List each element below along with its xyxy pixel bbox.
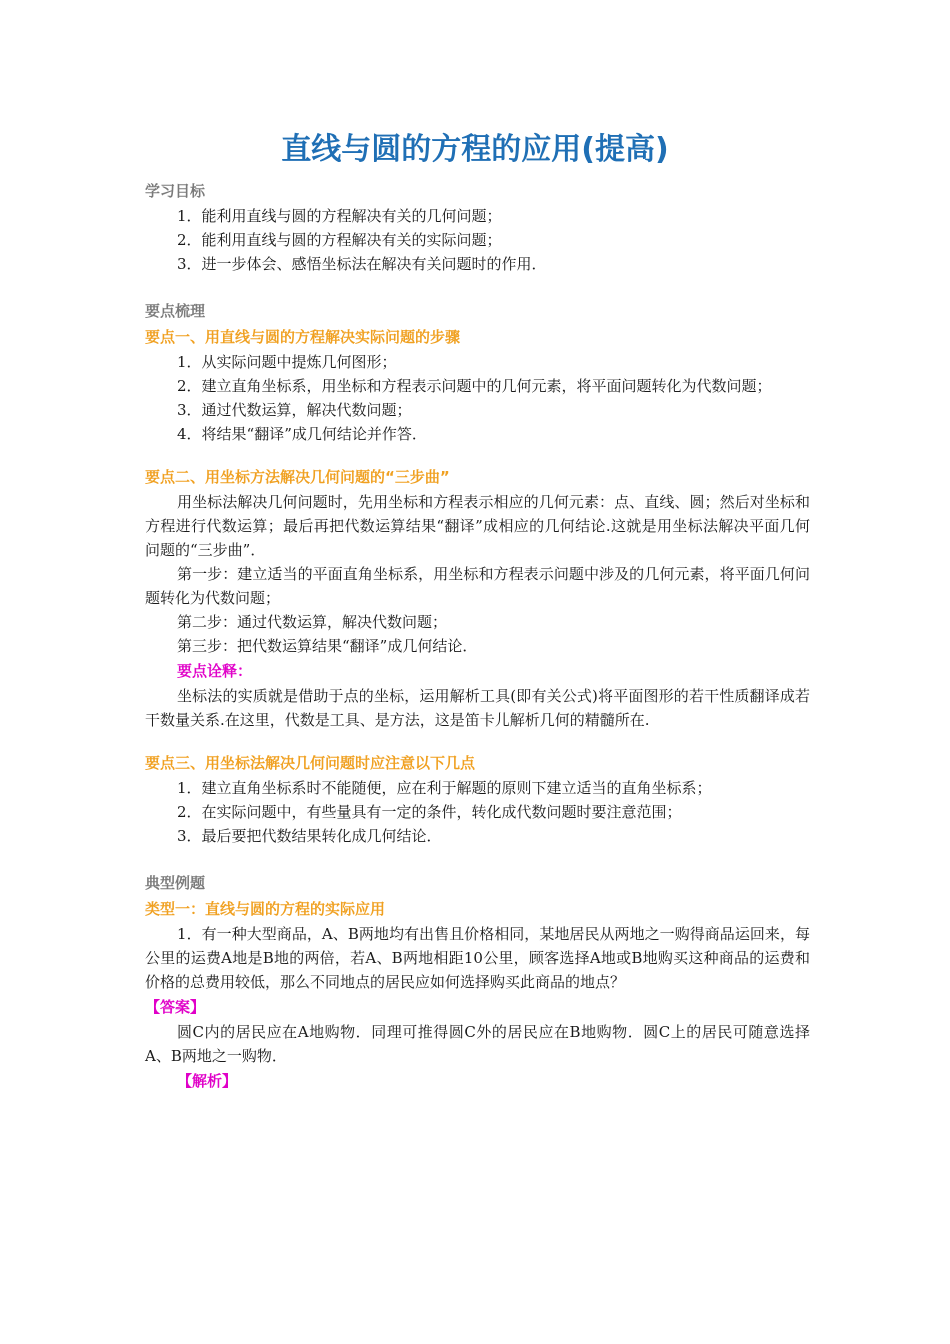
example-type-1-heading: 类型一：直线与圆的方程的实际应用	[145, 900, 386, 918]
analysis-label: 【解析】	[177, 1072, 238, 1090]
key-point-1-item: 1．从实际问题中提炼几何图形；	[177, 353, 397, 371]
example-question: 1．有一种大型商品，A、B两地均有出售且价格相同，某地居民从两地之一购得商品运回来，每公里的运费A地是B地的两倍，若A、B两地相距10公里，顾客选择A地或B地购买这种商品的运费和价格的总费用较低，那么不同地点的居民应如何选择购买此商品的地点？	[145, 925, 810, 991]
page-title: 直线与圆的方程的应用(提高)	[281, 132, 669, 167]
answer-label: 【答案】	[145, 998, 206, 1016]
key-point-2-note-label: 要点诠释：	[177, 662, 253, 680]
key-point-1-item: 4．将结果“翻译”成几何结论并作答．	[177, 425, 427, 443]
key-point-1-item: 2．建立直角坐标系，用坐标和方程表示问题中的几何元素，将平面问题转化为代数问题；	[177, 377, 772, 395]
key-point-2-paragraph: 第一步：建立适当的平面直角坐标系，用坐标和方程表示问题中涉及的几何元素，将平面几何问题转化为代数问题；	[145, 565, 810, 607]
key-point-2-paragraph: 用坐标法解决几何问题时，先用坐标和方程表示相应的几何元素：点、直线、圆；然后对坐标和方程进行代数运算；最后再把代数运算结果“翻译”成相应的几何结论.这就是用坐标法解决平面几何问题的“三步曲”．	[145, 493, 810, 559]
answer-text: 圆C内的居民应在A地购物．同理可推得圆C外的居民应在B地购物．圆C上的居民可随意选择A、B两地之一购物．	[145, 1023, 810, 1065]
key-point-3-item: 1．建立直角坐标系时不能随便，应在利于解题的原则下建立适当的直角坐标系；	[177, 779, 712, 797]
key-point-2-note-text: 坐标法的实质就是借助于点的坐标，运用解析工具(即有关公式)将平面图形的若干性质翻译成若干数量关系.在这里，代数是工具、是方法，这是笛卡儿解析几何的精髓所在.	[145, 687, 810, 729]
section-heading-objectives: 学习目标	[145, 182, 206, 200]
key-point-1-item: 3．通过代数运算，解决代数问题；	[177, 401, 412, 419]
key-point-3-item: 2．在实际问题中，有些量具有一定的条件，转化成代数问题时要注意范围；	[177, 803, 682, 821]
key-point-1-heading: 要点一、用直线与圆的方程解决实际问题的步骤	[145, 328, 461, 346]
key-point-2-heading: 要点二、用坐标方法解决几何问题的“三步曲”	[145, 468, 450, 486]
key-point-2-paragraph: 第三步：把代数运算结果“翻译”成几何结论．	[177, 637, 478, 655]
document-body	[145, 178, 810, 1094]
objective-item: 2．能利用直线与圆的方程解决有关的实际问题；	[177, 231, 502, 249]
objective-item: 1．能利用直线与圆的方程解决有关的几何问题；	[177, 207, 502, 225]
key-point-3-item: 3．最后要把代数结果转化成几何结论．	[177, 827, 442, 845]
section-heading-key-points: 要点梳理	[145, 302, 206, 320]
objective-item: 3．进一步体会、感悟坐标法在解决有关问题时的作用．	[177, 255, 547, 273]
key-point-2-paragraph: 第二步：通过代数运算，解决代数问题；	[177, 613, 448, 631]
section-heading-examples: 典型例题	[145, 874, 206, 892]
key-point-3-heading: 要点三、用坐标法解决几何问题时应注意以下几点	[145, 754, 476, 772]
